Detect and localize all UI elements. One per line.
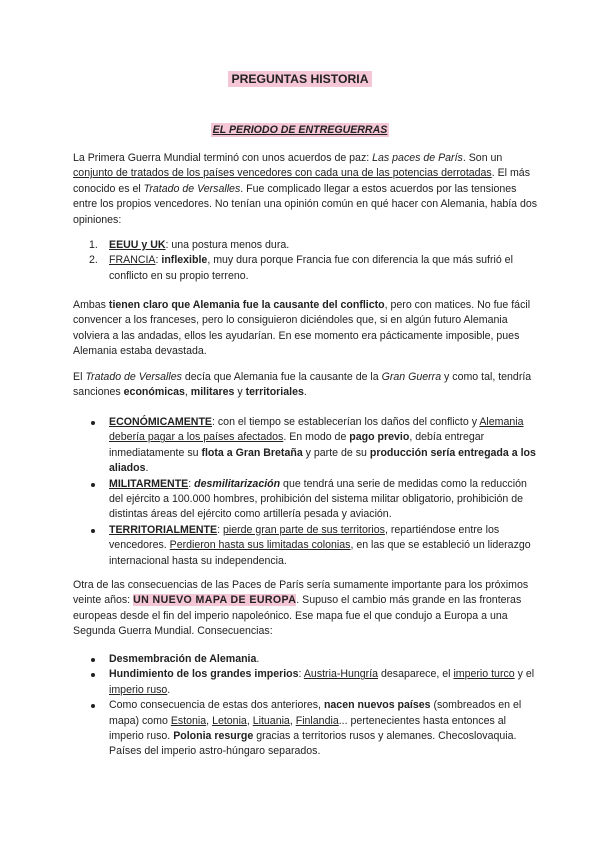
text: ,: [206, 714, 213, 727]
page-title: PREGUNTAS HISTORIA: [228, 71, 371, 87]
sanctions-list: [73, 415, 541, 569]
keyword: Desmembración de Alemania: [109, 653, 257, 665]
list-item: [73, 652, 541, 667]
bullet: [91, 704, 95, 708]
text: ,: [246, 714, 253, 727]
list-item: [73, 415, 541, 477]
text: decía que Alemania fue la causante de la: [181, 371, 382, 383]
text: desaparece, el: [378, 668, 454, 681]
bullet: [91, 529, 95, 533]
text: y como tal, tendría sanciones: [73, 371, 532, 399]
text: . Fue complicado llegar a estos acuerdos por las tensiones entre los propios vencedores. No tenían una opinión común en qué hacer con Alemania, había dos opiniones:: [73, 182, 538, 226]
agreement-paragraph: [73, 298, 541, 360]
treaties-definition: conjunto de tratados de los países vencedores con cada una de las potencias derrotadas: [73, 167, 492, 180]
bullet: [91, 673, 95, 677]
versalles-paragraph: [73, 370, 541, 401]
keyword: producción sería entregada a los aliados: [109, 446, 536, 475]
text: Ambas: [73, 299, 109, 311]
opinion-text: , muy dura porque Francia fue con diferencia la que más sufrió el conflicto en su propio terreno.: [109, 254, 513, 282]
list-number: 1.: [89, 239, 98, 251]
list-item: [73, 477, 541, 523]
sanction-label: ECONÓMICAMENTE: [109, 416, 212, 428]
paces-de-paris: Las paces de París: [372, 152, 463, 164]
text: . Supuso el cambio más grande en las fronteras europeas desde el fin del imperio napoleónico. Ese mapa fue el que condujo a Europa a una Segunda Guerra Mundial. Consecuencias:: [73, 594, 522, 638]
text: Otra de las consecuencias de las Paces de París sería sumamente importante para los próximos veinte años:: [73, 579, 529, 607]
text: :: [188, 477, 195, 490]
sanction-label: TERRITORIALMENTE: [109, 523, 218, 536]
sanction-label: MILITARMENTE: [109, 477, 189, 490]
keyword: económicas: [123, 386, 185, 399]
list-item: [73, 523, 541, 569]
text: .: [256, 653, 260, 665]
text: Como consecuencia de estas dos anteriores,: [109, 699, 324, 712]
highlighted-keyword: UN NUEVO MAPA DE EUROPA: [133, 594, 297, 607]
page-title-wrapper: [0, 71, 600, 88]
gran-guerra: Gran Guerra: [381, 371, 442, 383]
list-item: [73, 667, 541, 698]
opinion-label: EEUU y UK: [109, 239, 166, 251]
opinion-keyword: inflexible: [161, 254, 208, 267]
keyword: pago previo: [349, 431, 410, 444]
section-title-wrapper: [0, 123, 600, 138]
underlined-text: pierde gran parte de sus territorios: [223, 523, 385, 536]
keyword: nacen nuevos países: [323, 699, 431, 712]
text: ... pertenecientes hasta entonces al imperio ruso.: [109, 714, 506, 743]
underlined-text: Alemania debería pagar a los países afectados: [109, 416, 524, 444]
underlined-text: Perdieron hasta sus limitadas colonias: [169, 539, 351, 552]
text: que tendrá una serie de medidas como la reducción del ejército a 100.000 hombres, prohibición del sistema militar obligatorio, prohibición de distintas áreas del ejército como artillería pesada y aviación.: [109, 477, 527, 521]
text: :: [298, 668, 304, 681]
intro-paragraph: [73, 151, 541, 228]
consequences-list: [73, 652, 541, 760]
keyword: desmilitarización: [194, 477, 281, 490]
text: . El más conocido es el: [73, 167, 530, 195]
text: : con el tiempo se establecerían los daños del conflicto y: [212, 416, 480, 428]
text: . Son un: [462, 152, 503, 164]
text: , repartiéndose entre los vencedores.: [109, 523, 500, 552]
text: . En modo de: [283, 431, 350, 444]
text: .: [167, 683, 171, 696]
keyword: flota a Gran Bretaña: [201, 446, 303, 459]
keyword: territoriales: [245, 386, 304, 399]
text: La Primera Guerra Mundial terminó con unos acuerdos de paz:: [73, 152, 373, 164]
text: (sombreados en el mapa) como: [109, 699, 522, 727]
key-statement: tienen claro que Alemania fue la causante del conflicto: [108, 299, 385, 311]
tratado-versalles: Tratado de Versalles: [143, 182, 241, 195]
new-map-paragraph: [73, 578, 541, 640]
text: :: [217, 523, 223, 536]
keyword: Polonia resurge: [173, 730, 254, 743]
text: .: [145, 462, 149, 475]
opinion-label: FRANCIA: [109, 254, 156, 267]
text: , pero con matices. No fue fácil convencer a los franceses, pero lo consiguieron diciéndoles que, si en algún futuro Alemania volviera a las andadas, ellos les ayudarían. En ese momento era pácticamente imposible, pues Alemania estaba devastada.: [73, 299, 531, 358]
text: .: [303, 386, 307, 399]
tratado-versalles: Tratado de Versalles: [85, 371, 182, 383]
underlined-text: Lituania: [252, 714, 290, 727]
list-item: [73, 238, 541, 253]
text: El: [73, 371, 86, 383]
underlined-text: Austria-Hungría: [303, 668, 379, 681]
keyword: Hundimiento de los grandes imperios: [109, 668, 299, 681]
keyword: militares: [190, 386, 235, 399]
underlined-text: Finlandia: [295, 714, 339, 727]
underlined-text: Estonia: [170, 714, 207, 727]
text: , en las que se estableció un liderazgo internacional hasta su independencia.: [109, 539, 531, 567]
list-item: [73, 253, 541, 284]
text: gracias a territorios rusos y alemanes. Checoslovaquia. Países del imperio astro-húngaro separados.: [109, 730, 517, 758]
opinion-text: : una postura menos dura.: [165, 239, 290, 251]
text: y parte de su: [302, 446, 370, 459]
bullet: [91, 421, 95, 425]
underlined-text: imperio ruso: [109, 683, 168, 696]
bullet: [91, 658, 95, 662]
text: :: [155, 254, 162, 267]
opinions-list: [73, 238, 541, 284]
section-title: EL PERIODO DE ENTREGUERRAS: [212, 124, 388, 136]
list-item: [73, 698, 541, 760]
list-number: 2.: [89, 254, 98, 267]
underlined-text: Letonia: [212, 714, 247, 727]
text: y: [234, 386, 246, 399]
text: ,: [184, 386, 191, 399]
text: ,: [289, 714, 296, 727]
text: , debía entregar inmediatamente su: [109, 431, 485, 459]
bullet: [91, 483, 95, 487]
text: y el: [514, 668, 535, 681]
underlined-text: imperio turco: [453, 668, 515, 681]
